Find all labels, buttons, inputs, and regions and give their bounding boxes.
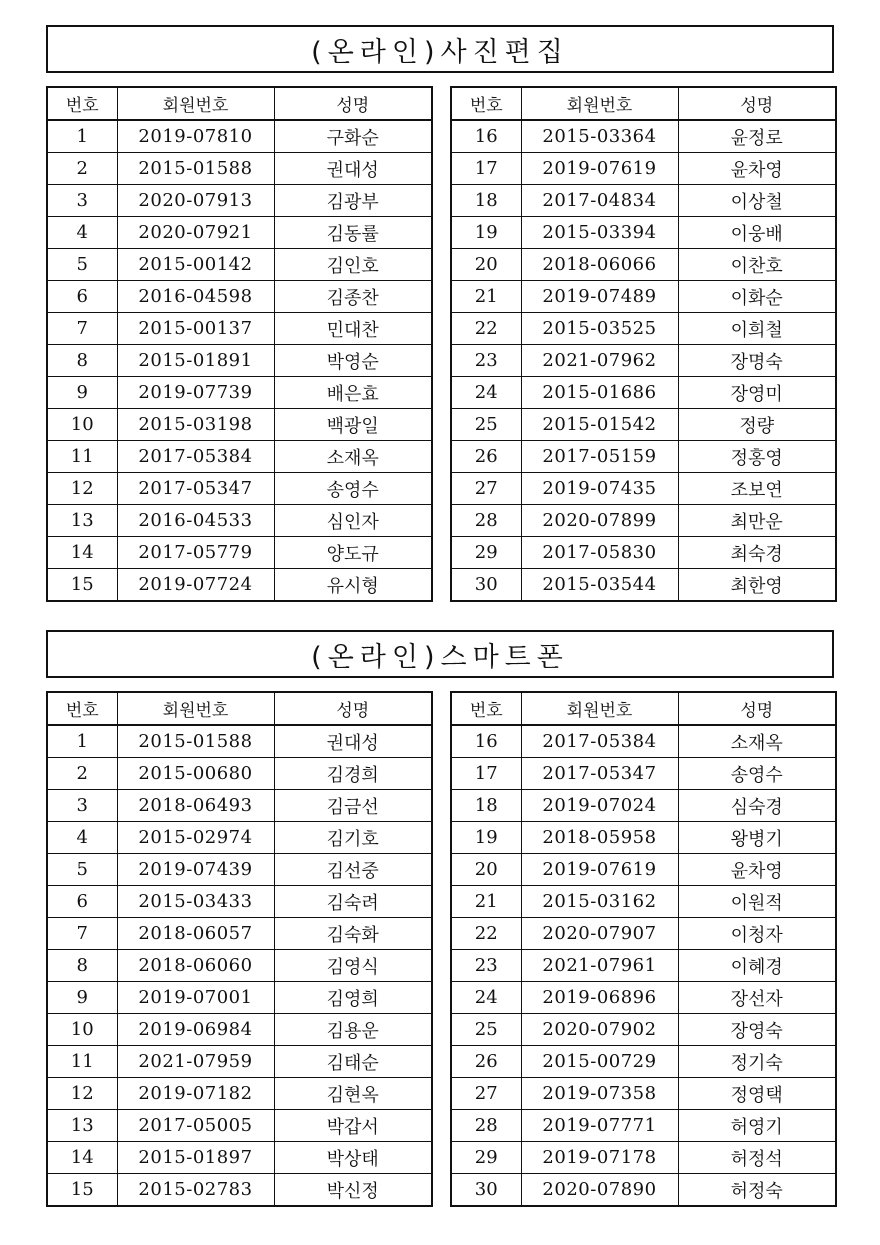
table-row [47,153,432,185]
cell-name: 권대성 [274,725,432,758]
cell-member-id: 2018-06066 [521,249,678,281]
cell-member-id: 2019-07001 [117,982,274,1014]
cell-name: 박신정 [274,1174,432,1207]
cell-number: 13 [47,1110,117,1142]
cell-name: 김현옥 [274,1078,432,1110]
cell-number: 2 [47,758,117,790]
cell-member-id: 2015-01542 [521,409,678,441]
table-row [451,441,836,473]
table-row [47,217,432,249]
table-row [47,1078,432,1110]
cell-number: 13 [47,505,117,537]
table-row [47,281,432,313]
cell-name: 장명숙 [678,345,836,377]
cell-name: 심숙경 [678,790,836,822]
cell-name: 양도규 [274,537,432,569]
table-row [47,377,432,409]
cell-member-id: 2015-00137 [117,313,274,345]
cell-number: 8 [47,345,117,377]
cell-member-id: 2017-05005 [117,1110,274,1142]
cell-number: 6 [47,281,117,313]
cell-member-id: 2019-06984 [117,1014,274,1046]
cell-member-id: 2015-00680 [117,758,274,790]
table-row [47,345,432,377]
cell-member-id: 2015-00142 [117,249,274,281]
cell-name: 허정숙 [678,1174,836,1207]
header-row [47,87,432,120]
cell-name: 이웅배 [678,217,836,249]
cell-name: 박갑서 [274,1110,432,1142]
cell-member-id: 2015-02974 [117,822,274,854]
table-row [47,918,432,950]
cell-number: 12 [47,1078,117,1110]
cell-name: 김경희 [274,758,432,790]
cell-member-id: 2020-07907 [521,918,678,950]
cell-name: 최만운 [678,505,836,537]
cell-member-id: 2016-04598 [117,281,274,313]
cell-name: 심인자 [274,505,432,537]
roster-table-left [46,691,433,1207]
cell-member-id: 2020-07902 [521,1014,678,1046]
cell-member-id: 2017-05159 [521,441,678,473]
table-row [47,982,432,1014]
cell-name: 민대찬 [274,313,432,345]
cell-name: 김인호 [274,249,432,281]
header-member-id: 회원번호 [117,87,274,120]
header-row [451,87,836,120]
header-number: 번호 [451,87,521,120]
cell-member-id: 2015-01588 [117,725,274,758]
table-row [451,185,836,217]
table-row [451,377,836,409]
cell-number: 5 [47,249,117,281]
cell-name: 송영수 [274,473,432,505]
table-row [47,1046,432,1078]
table-row [451,822,836,854]
cell-member-id: 2019-07489 [521,281,678,313]
cell-member-id: 2017-05347 [521,758,678,790]
table-row [451,537,836,569]
cell-member-id: 2019-07024 [521,790,678,822]
cell-number: 27 [451,1078,521,1110]
header-name: 성명 [274,87,432,120]
cell-member-id: 2019-07182 [117,1078,274,1110]
header-row [47,692,432,725]
cell-name: 장영미 [678,377,836,409]
cell-member-id: 2019-07619 [521,854,678,886]
table-row [451,569,836,602]
cell-name: 이희철 [678,313,836,345]
cell-member-id: 2019-07771 [521,1110,678,1142]
cell-number: 2 [47,153,117,185]
cell-name: 정량 [678,409,836,441]
table-row [451,854,836,886]
table-row [47,473,432,505]
cell-member-id: 2019-07619 [521,153,678,185]
cell-name: 이혜경 [678,950,836,982]
cell-number: 1 [47,725,117,758]
cell-name: 최한영 [678,569,836,602]
cell-number: 26 [451,1046,521,1078]
table-row [47,505,432,537]
cell-number: 19 [451,217,521,249]
table-row [47,249,432,281]
table-row [451,918,836,950]
table-row [451,1014,836,1046]
section-title: (온라인)사진편집 [46,25,834,73]
cell-name: 김용운 [274,1014,432,1046]
cell-member-id: 2020-07921 [117,217,274,249]
cell-member-id: 2015-03544 [521,569,678,602]
cell-number: 22 [451,918,521,950]
cell-number: 19 [451,822,521,854]
table-row [47,1174,432,1207]
cell-number: 18 [451,790,521,822]
cell-name: 왕병기 [678,822,836,854]
cell-name: 장선자 [678,982,836,1014]
cell-number: 17 [451,758,521,790]
cell-number: 21 [451,886,521,918]
cell-name: 김영식 [274,950,432,982]
cell-member-id: 2021-07962 [521,345,678,377]
cell-number: 15 [47,569,117,602]
cell-name: 이화순 [678,281,836,313]
cell-member-id: 2019-07358 [521,1078,678,1110]
cell-number: 4 [47,217,117,249]
header-member-id: 회원번호 [521,692,678,725]
cell-member-id: 2016-04533 [117,505,274,537]
cell-member-id: 2021-07959 [117,1046,274,1078]
cell-number: 28 [451,505,521,537]
cell-name: 백광일 [274,409,432,441]
cell-name: 구화순 [274,120,432,153]
cell-number: 9 [47,377,117,409]
cell-number: 15 [47,1174,117,1207]
cell-number: 3 [47,790,117,822]
cell-name: 이원적 [678,886,836,918]
roster-table-right [450,691,837,1207]
cell-number: 23 [451,950,521,982]
cell-name: 소재옥 [274,441,432,473]
cell-name: 정홍영 [678,441,836,473]
cell-member-id: 2020-07899 [521,505,678,537]
cell-number: 11 [47,441,117,473]
cell-name: 유시형 [274,569,432,602]
cell-member-id: 2019-06896 [521,982,678,1014]
cell-number: 16 [451,120,521,153]
cell-number: 22 [451,313,521,345]
cell-member-id: 2018-06493 [117,790,274,822]
table-row [47,441,432,473]
cell-name: 소재옥 [678,725,836,758]
table-row [451,217,836,249]
cell-member-id: 2017-05347 [117,473,274,505]
cell-number: 16 [451,725,521,758]
table-row [451,505,836,537]
cell-member-id: 2015-03162 [521,886,678,918]
cell-number: 28 [451,1110,521,1142]
cell-name: 이찬호 [678,249,836,281]
table-row [47,1142,432,1174]
cell-name: 배은효 [274,377,432,409]
cell-name: 정기숙 [678,1046,836,1078]
cell-member-id: 2015-02783 [117,1174,274,1207]
table-row [451,473,836,505]
cell-name: 조보연 [678,473,836,505]
cell-name: 허영기 [678,1110,836,1142]
cell-name: 김숙화 [274,918,432,950]
cell-member-id: 2019-07724 [117,569,274,602]
cell-name: 이상철 [678,185,836,217]
table-row [47,790,432,822]
cell-member-id: 2015-00729 [521,1046,678,1078]
cell-number: 24 [451,377,521,409]
table-row [451,1142,836,1174]
table-row [451,950,836,982]
cell-member-id: 2019-07439 [117,854,274,886]
cell-number: 24 [451,982,521,1014]
table-row [451,790,836,822]
header-member-id: 회원번호 [521,87,678,120]
cell-name: 김태순 [274,1046,432,1078]
cell-number: 27 [451,473,521,505]
table-row [451,153,836,185]
table-row [451,1078,836,1110]
table-row [47,569,432,602]
cell-member-id: 2017-04834 [521,185,678,217]
cell-number: 25 [451,1014,521,1046]
table-row [47,409,432,441]
header-name: 성명 [678,692,836,725]
cell-name: 김금선 [274,790,432,822]
cell-number: 18 [451,185,521,217]
table-row [47,1014,432,1046]
cell-member-id: 2015-03525 [521,313,678,345]
cell-number: 6 [47,886,117,918]
header-name: 성명 [678,87,836,120]
cell-number: 8 [47,950,117,982]
cell-name: 최숙경 [678,537,836,569]
header-number: 번호 [47,692,117,725]
cell-number: 26 [451,441,521,473]
table-row [47,725,432,758]
table-row [47,185,432,217]
cell-member-id: 2020-07913 [117,185,274,217]
cell-number: 10 [47,409,117,441]
table-row [451,409,836,441]
cell-name: 윤차영 [678,854,836,886]
cell-number: 11 [47,1046,117,1078]
cell-number: 14 [47,1142,117,1174]
cell-member-id: 2017-05779 [117,537,274,569]
cell-number: 5 [47,854,117,886]
cell-number: 20 [451,854,521,886]
cell-member-id: 2015-03364 [521,120,678,153]
cell-member-id: 2019-07810 [117,120,274,153]
cell-name: 김종찬 [274,281,432,313]
cell-name: 권대성 [274,153,432,185]
table-row [47,886,432,918]
cell-member-id: 2018-06060 [117,950,274,982]
cell-number: 29 [451,537,521,569]
table-row [47,854,432,886]
cell-number: 9 [47,982,117,1014]
cell-number: 7 [47,918,117,950]
cell-name: 김숙려 [274,886,432,918]
header-member-id: 회원번호 [117,692,274,725]
cell-member-id: 2019-07435 [521,473,678,505]
cell-member-id: 2021-07961 [521,950,678,982]
cell-name: 송영수 [678,758,836,790]
table-row [451,1046,836,1078]
roster-table-left [46,86,433,602]
cell-name: 김선중 [274,854,432,886]
cell-member-id: 2015-01686 [521,377,678,409]
cell-member-id: 2015-03198 [117,409,274,441]
cell-number: 3 [47,185,117,217]
table-row [451,1174,836,1207]
cell-number: 7 [47,313,117,345]
cell-number: 17 [451,153,521,185]
table-row [451,982,836,1014]
cell-member-id: 2015-03433 [117,886,274,918]
cell-name: 박영순 [274,345,432,377]
cell-name: 김동률 [274,217,432,249]
table-row [451,758,836,790]
cell-number: 30 [451,1174,521,1207]
table-row [47,537,432,569]
header-row [451,692,836,725]
cell-name: 김광부 [274,185,432,217]
cell-name: 김영희 [274,982,432,1014]
cell-member-id: 2019-07178 [521,1142,678,1174]
cell-member-id: 2017-05830 [521,537,678,569]
cell-member-id: 2017-05384 [117,441,274,473]
table-row [47,758,432,790]
cell-name: 박상태 [274,1142,432,1174]
cell-member-id: 2018-06057 [117,918,274,950]
cell-name: 정영택 [678,1078,836,1110]
cell-member-id: 2015-01897 [117,1142,274,1174]
cell-name: 장영숙 [678,1014,836,1046]
table-row [47,313,432,345]
cell-member-id: 2015-03394 [521,217,678,249]
cell-number: 21 [451,281,521,313]
cell-number: 14 [47,537,117,569]
table-row [451,120,836,153]
cell-member-id: 2015-01588 [117,153,274,185]
cell-member-id: 2019-07739 [117,377,274,409]
table-row [47,1110,432,1142]
cell-number: 30 [451,569,521,602]
cell-number: 29 [451,1142,521,1174]
cell-number: 23 [451,345,521,377]
cell-number: 1 [47,120,117,153]
table-row [47,120,432,153]
table-row [47,950,432,982]
cell-name: 이청자 [678,918,836,950]
roster-table-right [450,86,837,602]
table-row [451,345,836,377]
header-number: 번호 [47,87,117,120]
table-row [451,1110,836,1142]
cell-number: 20 [451,249,521,281]
table-row [451,313,836,345]
table-row [451,249,836,281]
cell-number: 25 [451,409,521,441]
cell-member-id: 2020-07890 [521,1174,678,1207]
cell-name: 김기호 [274,822,432,854]
table-row [451,886,836,918]
cell-number: 4 [47,822,117,854]
table-row [451,725,836,758]
cell-member-id: 2017-05384 [521,725,678,758]
header-name: 성명 [274,692,432,725]
cell-number: 12 [47,473,117,505]
cell-name: 윤차영 [678,153,836,185]
table-row [47,822,432,854]
table-row [451,281,836,313]
cell-name: 윤정로 [678,120,836,153]
cell-member-id: 2018-05958 [521,822,678,854]
cell-number: 10 [47,1014,117,1046]
header-number: 번호 [451,692,521,725]
cell-name: 허정석 [678,1142,836,1174]
cell-member-id: 2015-01891 [117,345,274,377]
section-title: (온라인)스마트폰 [46,630,834,678]
